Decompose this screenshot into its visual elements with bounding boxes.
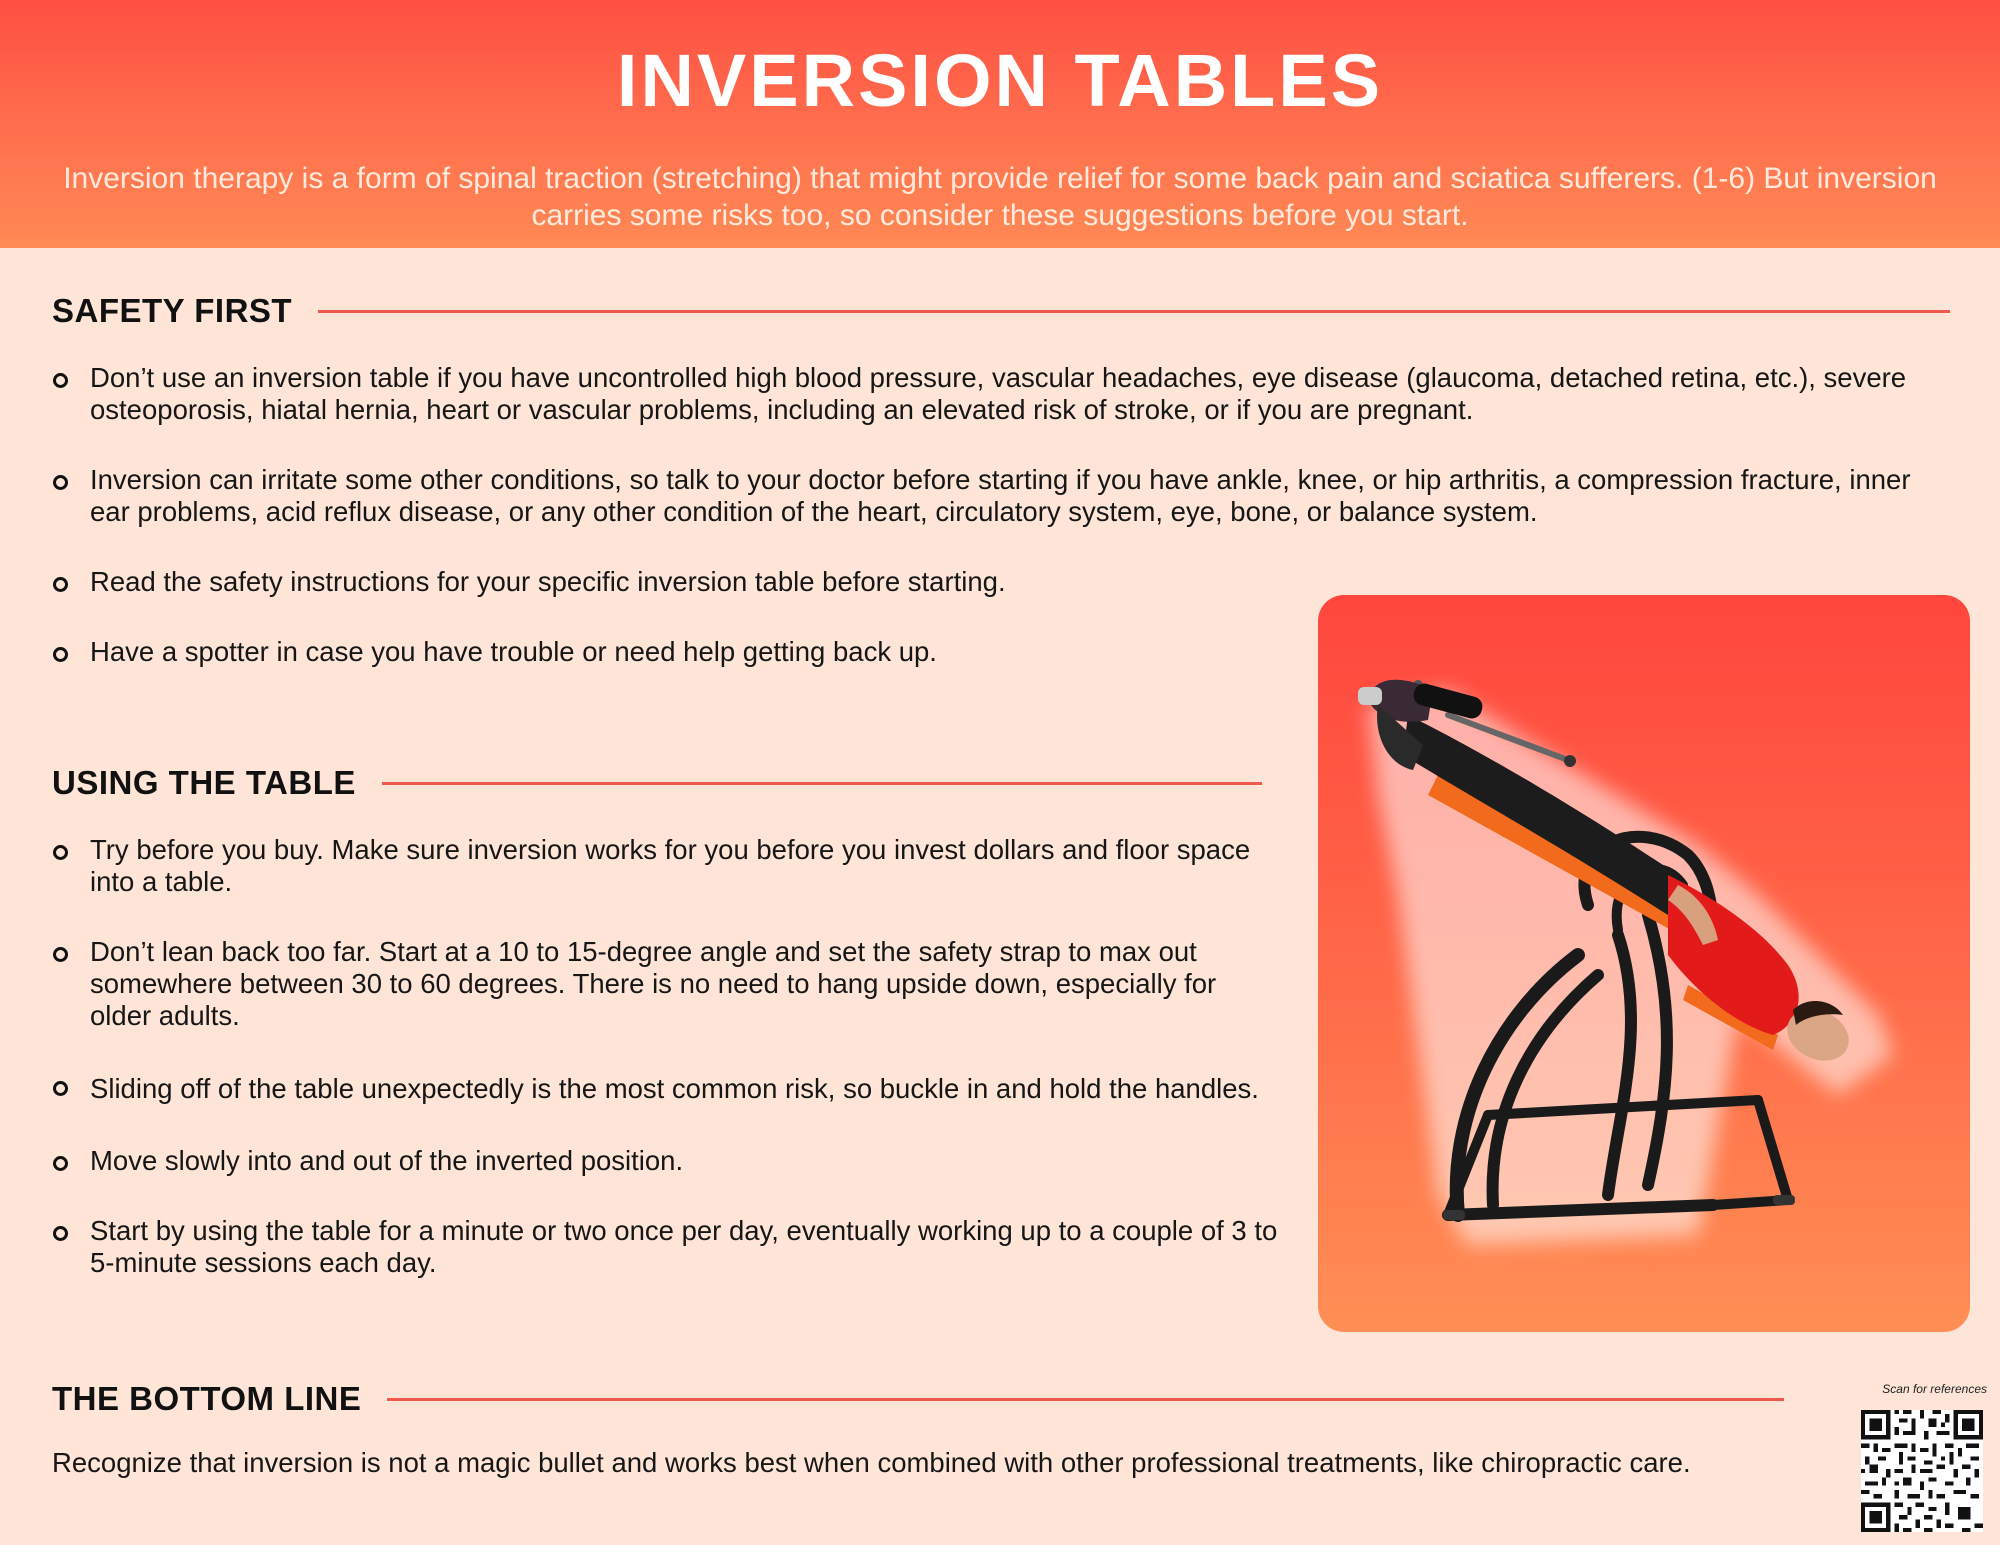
bullet-icon (53, 373, 68, 388)
bottom-section-heading (52, 1380, 1784, 1418)
bullet-icon (53, 1081, 68, 1096)
list-item: Start by using the table for a minute or two once per day, eventually working up to a couple of 3 to 5-minute sessions each day. (52, 1215, 1282, 1279)
safety-section-heading (52, 292, 1950, 330)
list-item: Move slowly into and out of the inverted position. (52, 1145, 1282, 1177)
list-item: Try before you buy. Make sure inversion works for you before you invest dollars and floor space into a table. (52, 834, 1282, 898)
list-item: Don’t lean back too far. Start at a 10 to 15-degree angle and set the safety strap to max out somewhere between 30 to 60 degrees. There is no need to hang upside down, especially for older adults. (52, 936, 1282, 1032)
safety-heading-rule (318, 310, 1950, 313)
bullet-icon (53, 475, 68, 490)
inversion-table-photo (1318, 595, 1970, 1332)
bottom-heading-rule (387, 1398, 1784, 1401)
safety-heading-text: SAFETY FIRST (52, 292, 293, 329)
bullet-icon (53, 1156, 68, 1171)
qr-label: Scan for references (1882, 1382, 1987, 1396)
using-heading-rule (382, 782, 1262, 785)
bottom-heading-text: THE BOTTOM LINE (52, 1380, 362, 1417)
list-item: Read the safety instructions for your specific inversion table before starting. (52, 566, 1932, 598)
page-subtitle: Inversion therapy is a form of spinal traction (stretching) that might provide relief for some back pain and sciatica sufferers. (1-6) But inversion carries some risks too, so consider these suggestions before you start. (63, 162, 1937, 232)
bottom-line-text: Recognize that inversion is not a magic bullet and works best when combined with other professional treatments, like chiropractic care. (52, 1447, 1691, 1478)
using-list (52, 834, 1282, 1317)
page-title: INVERSION TABLES (616, 39, 1384, 122)
using-section-heading (52, 764, 1262, 802)
bullet-icon (53, 647, 68, 662)
bullet-icon (53, 1226, 68, 1241)
list-item: Don’t use an inversion table if you have uncontrolled high blood pressure, vascular headaches, eye disease (glaucoma, detached retina, etc.), severe osteoporosis, hiatal hernia, heart or vascular problems, including an elevated risk of stroke, or if you are pregnant. (52, 362, 1932, 426)
qr-code-icon[interactable] (1861, 1410, 1983, 1532)
list-item: Have a spotter in case you have trouble or need help getting back up. (52, 636, 1932, 668)
list-item: Inversion can irritate some other conditions, so talk to your doctor before starting if you have ankle, knee, or hip arthritis, a compression fracture, inner ear problems, acid reflux disease, or any other condition of the heart, circulatory system, eye, bone, or balance system. (52, 464, 1932, 528)
using-heading-text: USING THE TABLE (52, 764, 356, 801)
header-banner (0, 0, 2000, 248)
inversion-table-illustration (1318, 595, 1970, 1332)
bullet-icon (53, 845, 68, 860)
bullet-icon (53, 577, 68, 592)
list-item: Sliding off of the table unexpectedly is the most common risk, so buckle in and hold the handles. (52, 1070, 1282, 1107)
bullet-icon (53, 947, 68, 962)
